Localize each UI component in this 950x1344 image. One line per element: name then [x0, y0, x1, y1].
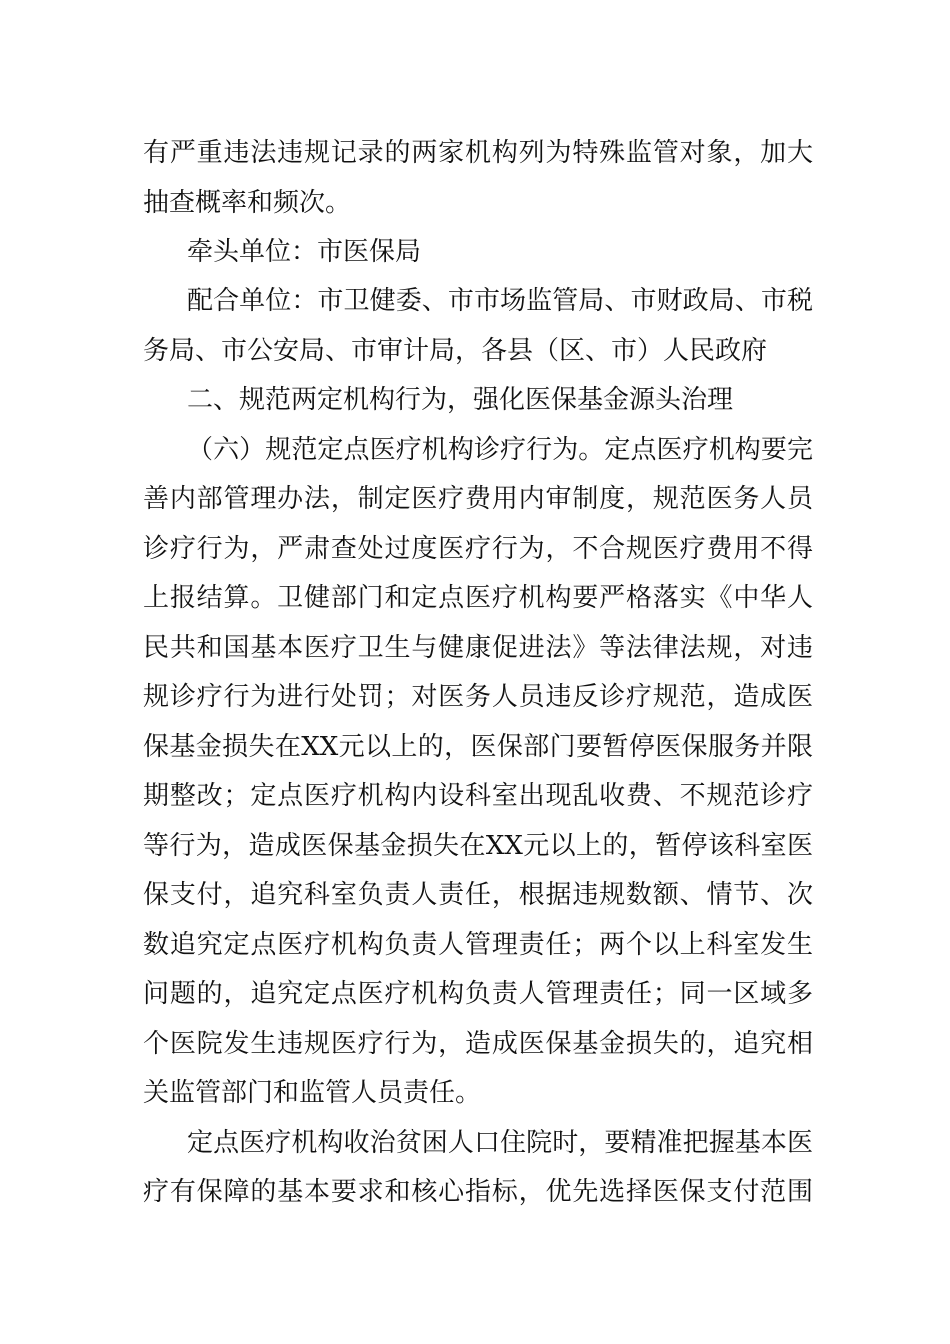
text-line-11: 民共和国基本医疗卫生与健康促进法》等法律法规，对违 [143, 633, 813, 663]
text-line-1: 有严重违法违规记录的两家机构列为特殊监管对象，加大 [143, 138, 813, 168]
text-line-20: 关监管部门和监管人员责任。 [143, 1078, 482, 1108]
text-line-12: 规诊疗行为进行处罚；对医务人员违反诊疗规范，造成医 [143, 682, 813, 712]
lead-unit-line: 牵头单位：市医保局 [187, 237, 422, 267]
text-line-18: 问题的，追究定点医疗机构负责人管理责任；同一区域多 [143, 979, 813, 1009]
text-line-9: 诊疗行为，严肃查处过度医疗行为，不合规医疗费用不得 [143, 534, 813, 564]
cooperating-unit-line: 配合单位：市卫健委、市市场监管局、市财政局、市税 [187, 286, 813, 316]
text-line-17: 数追究定点医疗机构负责人管理责任；两个以上科室发生 [143, 930, 813, 960]
text-line-10: 上报结算。卫健部门和定点医疗机构要严格落实《中华人 [143, 583, 813, 613]
paragraph-next-start: 定点医疗机构收治贫困人口住院时，要精准把握基本医 [187, 1128, 813, 1158]
paragraph-6-start: （六）规范定点医疗机构诊疗行为。定点医疗机构要完 [187, 435, 813, 465]
text-line-16: 保支付，追究科室负责人责任，根据违规数额、情节、次 [143, 880, 813, 910]
text-line-15: 等行为，造成医保基金损失在XX元以上的，暂停该科室医 [143, 831, 813, 861]
text-line-19: 个医院发生违规医疗行为，造成医保基金损失的，追究相 [143, 1029, 813, 1059]
text-line-14: 期整改；定点医疗机构内设科室出现乱收费、不规范诊疗 [143, 781, 813, 811]
text-line-22: 疗有保障的基本要求和核心指标，优先选择医保支付范围 [143, 1177, 813, 1207]
text-line-13: 保基金损失在XX元以上的，医保部门要暂停医保服务并限 [143, 732, 813, 762]
text-line-5: 务局、市公安局、市审计局，各县（区、市）人民政府 [143, 336, 768, 366]
text-line-8: 善内部管理办法，制定医疗费用内审制度，规范医务人员 [143, 484, 813, 514]
text-line-2: 抽查概率和频次。 [143, 188, 352, 218]
section-heading: 二、规范两定机构行为，强化医保基金源头治理 [187, 385, 734, 415]
